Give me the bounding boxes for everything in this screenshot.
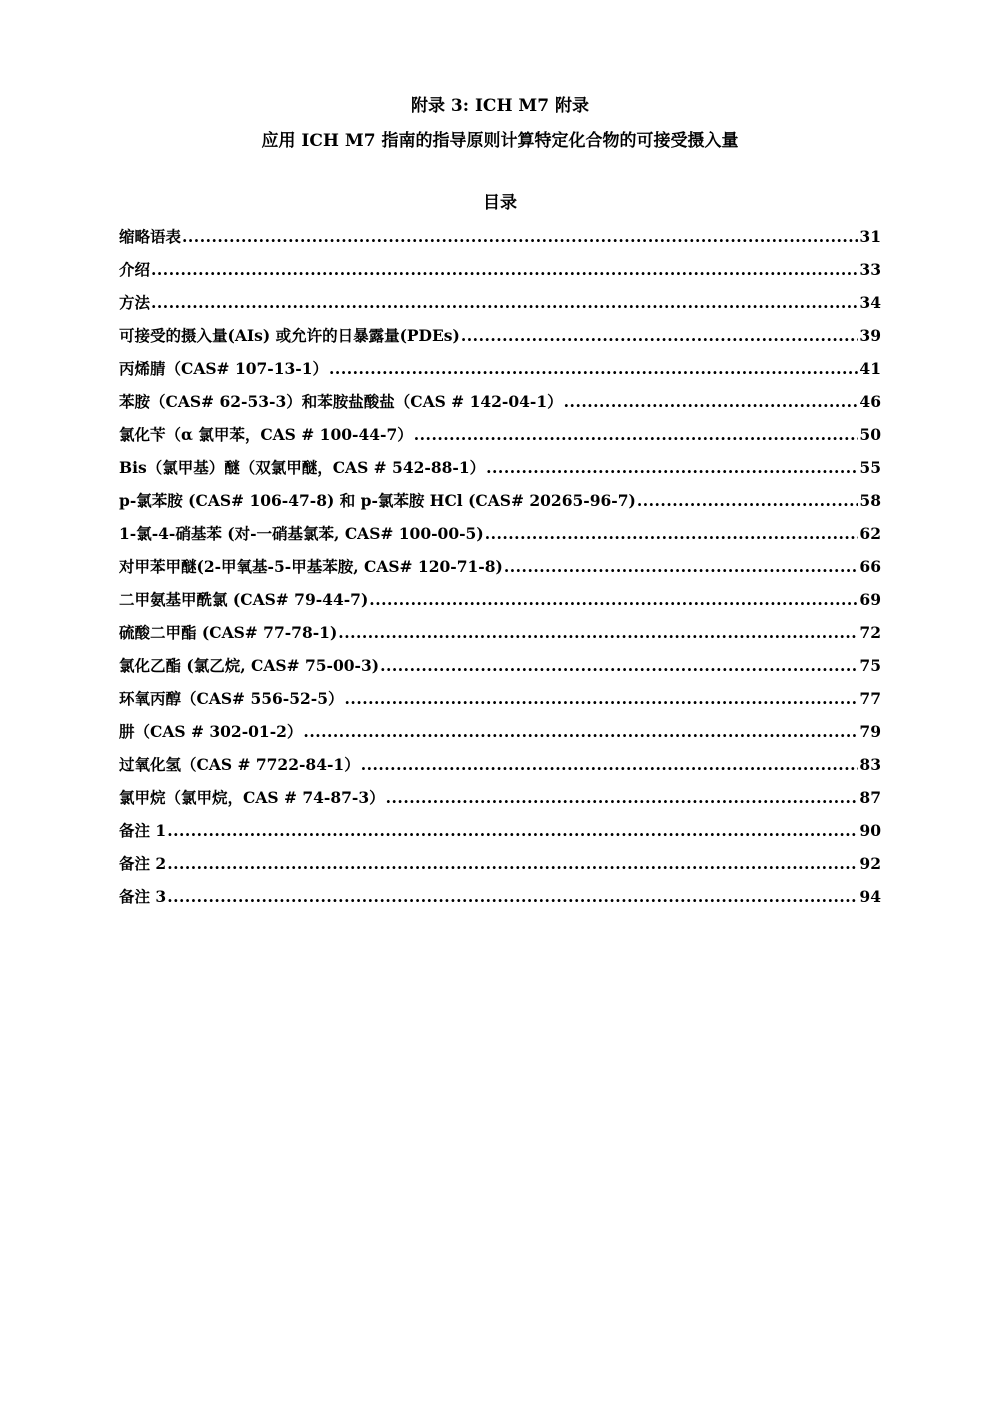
toc-leader-dots — [167, 851, 858, 877]
toc-entry-label: 方法 — [119, 293, 151, 312]
toc-entry-label: 备注 3 — [119, 887, 167, 906]
toc-leader-dots — [414, 422, 859, 448]
toc-entry[interactable] — [119, 554, 881, 587]
toc-entry-label: 1-氯-4-硝基苯 (对-一硝基氯苯, CAS# 100-00-5) — [119, 524, 484, 543]
toc-entry-label: 备注 2 — [119, 854, 167, 873]
toc-entry[interactable] — [119, 620, 881, 653]
toc-entry-label: 氯化乙酯 (氯乙烷, CAS# 75-00-3) — [119, 656, 380, 675]
document-subtitle: 应用 ICH M7 指南的指导原则计算特定化合物的可接受摄入量 — [261, 131, 739, 151]
toc-entry-page-number: 94 — [859, 887, 881, 906]
toc-entry-label: 氯化苄（α 氯甲苯，CAS # 100-44-7） — [119, 425, 413, 444]
toc-leader-dots — [303, 719, 858, 745]
toc-entry-page-number: 87 — [859, 788, 881, 807]
toc-entry[interactable] — [119, 356, 881, 389]
toc-leader-dots — [461, 323, 859, 349]
toc-entry[interactable] — [119, 851, 881, 884]
toc-leader-dots — [329, 356, 858, 382]
toc-entry-label: 苯胺（CAS# 62-53-3）和苯胺盐酸盐（CAS # 142-04-1） — [119, 392, 563, 411]
toc-entry[interactable] — [119, 521, 881, 554]
toc-entry-label: 介绍 — [119, 260, 151, 279]
toc-entry-label: 氯甲烷（氯甲烷，CAS # 74-87-3） — [119, 788, 385, 807]
toc-entry-label: 过氧化氢（CAS # 7722-84-1） — [119, 755, 360, 774]
toc-entry-page-number: 58 — [859, 491, 881, 510]
toc-entry-label: 对甲苯甲醚(2-甲氧基-5-甲基苯胺, CAS# 120-71-8) — [119, 557, 503, 576]
toc-entry-label: 肼（CAS # 302-01-2） — [119, 722, 303, 741]
toc-leader-dots — [167, 884, 858, 910]
toc-leader-dots — [386, 785, 859, 811]
toc-leader-dots — [504, 554, 859, 580]
toc-entry-label: 备注 1 — [119, 821, 167, 840]
toc-entry-label: 环氧丙醇（CAS# 556-52-5） — [119, 689, 344, 708]
toc-entry-page-number: 31 — [859, 227, 881, 246]
toc-entry-label: 可接受的摄入量(AIs) 或允许的日暴露量(PDEs) — [119, 326, 460, 345]
toc-entry[interactable] — [119, 290, 881, 323]
toc-entry-label: 硫酸二甲酯 (CAS# 77-78-1) — [119, 623, 338, 642]
toc-entry[interactable] — [119, 455, 881, 488]
toc-entry-page-number: 34 — [859, 293, 881, 312]
toc-entry[interactable] — [119, 653, 881, 686]
toc-leader-dots — [338, 620, 858, 646]
toc-leader-dots — [380, 653, 858, 679]
toc-entry[interactable] — [119, 884, 881, 917]
toc-entry[interactable] — [119, 785, 881, 818]
table-of-contents — [119, 224, 881, 917]
toc-entry-page-number: 69 — [859, 590, 881, 609]
toc-leader-dots — [182, 224, 858, 250]
document-title: 附录 3: ICH M7 附录 — [411, 96, 589, 116]
toc-heading: 目录 — [483, 193, 517, 213]
toc-entry-page-number: 39 — [859, 326, 881, 345]
toc-entry[interactable] — [119, 389, 881, 422]
toc-entry[interactable] — [119, 224, 881, 257]
toc-entry-page-number: 79 — [859, 722, 881, 741]
toc-entry-page-number: 41 — [859, 359, 881, 378]
toc-leader-dots — [151, 257, 858, 283]
toc-entry[interactable] — [119, 257, 881, 290]
toc-leader-dots — [151, 290, 858, 316]
toc-entry-label: p-氯苯胺 (CAS# 106-47-8) 和 p-氯苯胺 HCl (CAS# 20265-96-7) — [119, 491, 636, 510]
toc-entry-label: 二甲氨基甲酰氯 (CAS# 79-44-7) — [119, 590, 369, 609]
toc-entry-label: Bis（氯甲基）醚（双氯甲醚，CAS # 542-88-1） — [119, 458, 486, 477]
toc-entry-page-number: 90 — [859, 821, 881, 840]
toc-entry[interactable] — [119, 488, 881, 521]
toc-entry-page-number: 62 — [859, 524, 881, 543]
toc-entry-label: 丙烯腈（CAS# 107-13-1） — [119, 359, 329, 378]
toc-leader-dots — [485, 521, 859, 547]
toc-leader-dots — [345, 686, 859, 712]
toc-entry-page-number: 33 — [859, 260, 881, 279]
toc-entry[interactable] — [119, 323, 881, 356]
toc-entry-page-number: 50 — [859, 425, 881, 444]
toc-entry-page-number: 46 — [859, 392, 881, 411]
toc-entry-page-number: 72 — [859, 623, 881, 642]
toc-entry-page-number: 92 — [859, 854, 881, 873]
toc-entry[interactable] — [119, 752, 881, 785]
toc-leader-dots — [564, 389, 859, 415]
toc-leader-dots — [637, 488, 859, 514]
toc-entry[interactable] — [119, 686, 881, 719]
toc-entry-page-number: 77 — [859, 689, 881, 708]
toc-leader-dots — [167, 818, 858, 844]
toc-leader-dots — [369, 587, 858, 613]
toc-entry[interactable] — [119, 818, 881, 851]
toc-entry-page-number: 55 — [859, 458, 881, 477]
toc-entry[interactable] — [119, 719, 881, 752]
toc-entry[interactable] — [119, 587, 881, 620]
toc-leader-dots — [361, 752, 859, 778]
toc-entry-page-number: 66 — [859, 557, 881, 576]
toc-entry-page-number: 75 — [859, 656, 881, 675]
toc-leader-dots — [486, 455, 858, 481]
toc-entry-label: 缩略语表 — [119, 227, 182, 246]
toc-entry-page-number: 83 — [859, 755, 881, 774]
toc-entry[interactable] — [119, 422, 881, 455]
